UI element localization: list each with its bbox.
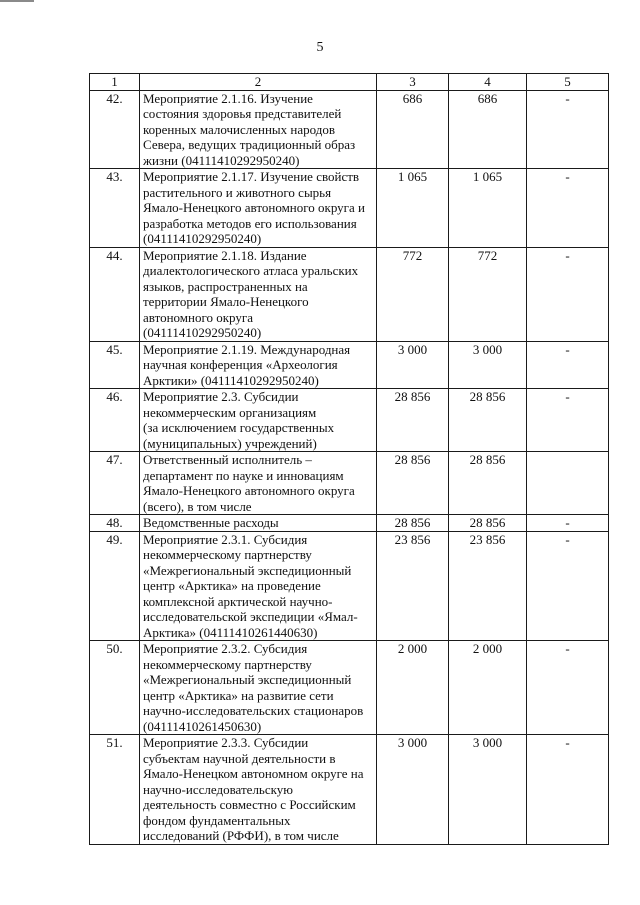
value-col-5: - (527, 389, 609, 452)
description-line: (04111410292950240) (143, 325, 262, 340)
row-number: 44. (90, 247, 140, 341)
value-col-4: 3 000 (449, 735, 527, 845)
value-col-5: - (527, 641, 609, 735)
description-line: Арктики» (04111410292950240) (143, 372, 319, 388)
description-line: Ответственный исполнитель – (143, 452, 312, 467)
table-row (90, 531, 609, 641)
value-col-3: 28 856 (377, 452, 449, 515)
table-row (90, 452, 609, 515)
header-cell-3: 3 (377, 74, 449, 91)
description-line: (04111410292950240) (143, 231, 262, 246)
description-line: Мероприятие 2.3.1. Субсидия (143, 531, 308, 547)
row-number: 45. (90, 341, 140, 389)
value-col-3: 3 000 (377, 735, 449, 845)
row-number: 50. (90, 641, 140, 735)
header-cell-1: 1 (90, 74, 140, 91)
table-row (90, 90, 609, 169)
value-col-5: - (527, 247, 609, 341)
header-cell-4: 4 (449, 74, 527, 91)
table-body (90, 90, 609, 844)
description-line: исследовательской экспедиции «Ямал- (143, 609, 358, 624)
row-description (140, 515, 377, 532)
description-line: (муниципальных) учреждений) (143, 435, 317, 451)
row-number: 47. (90, 452, 140, 515)
value-col-3: 2 000 (377, 641, 449, 735)
description-line: департамент по науке и инновациям (143, 467, 344, 483)
value-col-4: 28 856 (449, 452, 527, 515)
value-col-5: - (527, 90, 609, 169)
value-col-3: 772 (377, 247, 449, 341)
row-description (140, 641, 377, 735)
description-line: Арктика» (04111410261440630) (143, 624, 318, 640)
description-line: диалектологического атласа уральских (143, 263, 359, 278)
value-col-5: - (527, 169, 609, 248)
value-col-5 (527, 452, 609, 515)
description-line: Мероприятие 2.1.19. Международная (143, 341, 351, 357)
value-col-3: 28 856 (377, 389, 449, 452)
description-line: научно-исследовательских стационаров (143, 703, 364, 718)
description-line: некоммерческим организациям (143, 404, 317, 420)
description-line: разработка методов его использования (143, 215, 357, 231)
row-number: 49. (90, 531, 140, 641)
description-line: «Межрегиональный экспедиционный (143, 562, 352, 578)
description-line: (за исключением государственных (143, 420, 335, 435)
header-cell-2: 2 (140, 74, 377, 91)
description-line: некоммерческому партнерству (143, 656, 312, 672)
description-line: некоммерческому партнерству (143, 547, 312, 562)
value-col-3: 23 856 (377, 531, 449, 641)
value-col-3: 3 000 (377, 341, 449, 389)
description-line: Мероприятие 2.1.17. Изучение свойств (143, 169, 360, 184)
description-line: Ведомственные расходы (143, 515, 279, 530)
description-line: Мероприятие 2.1.18. Издание (143, 247, 307, 263)
scan-edge-mark (0, 0, 34, 2)
value-col-4: 3 000 (449, 341, 527, 389)
table-row (90, 735, 609, 845)
row-description (140, 341, 377, 389)
description-line: фондом фундаментальных (143, 812, 291, 828)
description-line: автономного округа (143, 309, 253, 325)
row-number: 51. (90, 735, 140, 845)
row-description (140, 735, 377, 845)
value-col-4: 1 065 (449, 169, 527, 248)
row-description (140, 247, 377, 341)
description-line: (04111410261450630) (143, 718, 262, 734)
description-line: Мероприятие 2.1.16. Изучение (143, 90, 313, 106)
description-line: жизни (04111410292950240) (143, 152, 300, 168)
description-line: (всего), в том числе (143, 498, 252, 514)
description-line: языков, распространенных на (143, 278, 308, 294)
description-line: деятельность совместно с Российским (143, 797, 356, 812)
table-row (90, 341, 609, 389)
table-row (90, 515, 609, 532)
row-number: 46. (90, 389, 140, 452)
description-line: Ямало-Ненецком автономном округе на (143, 766, 364, 781)
value-col-5: - (527, 515, 609, 532)
row-number: 42. (90, 90, 140, 169)
description-line: субъектам научной деятельности в (143, 750, 336, 766)
table-row (90, 169, 609, 248)
description-line: научно-исследовательскую (143, 781, 293, 797)
description-line: Мероприятие 2.3.3. Субсидии (143, 735, 309, 750)
description-line: Севера, ведущих традиционный образ (143, 137, 356, 152)
description-line: состояния здоровья представителей (143, 106, 342, 121)
value-col-4: 28 856 (449, 515, 527, 532)
header-cell-5: 5 (527, 74, 609, 91)
description-line: комплексной арктической научно- (143, 593, 333, 609)
description-line: растительного и животного сырья (143, 184, 332, 200)
value-col-4: 772 (449, 247, 527, 341)
header-row (90, 74, 609, 91)
description-line: Мероприятие 2.3.2. Субсидия (143, 641, 308, 656)
row-description (140, 90, 377, 169)
description-line: исследований (РФФИ), в том числе (143, 828, 339, 843)
table-row (90, 247, 609, 341)
value-col-3: 686 (377, 90, 449, 169)
row-description (140, 452, 377, 515)
table-row (90, 641, 609, 735)
description-line: «Межрегиональный экспедиционный (143, 672, 352, 687)
value-col-4: 2 000 (449, 641, 527, 735)
value-col-3: 28 856 (377, 515, 449, 532)
value-col-4: 23 856 (449, 531, 527, 641)
description-line: центр «Арктика» на развитие сети (143, 687, 334, 703)
description-line: территории Ямало-Ненецкого (143, 294, 309, 309)
description-line: Ямало-Ненецкого автономного округа (143, 483, 355, 498)
value-col-4: 686 (449, 90, 527, 169)
description-line: научная конференция «Археология (143, 357, 338, 372)
description-line: коренных малочисленных народов (143, 121, 336, 137)
row-number: 48. (90, 515, 140, 532)
description-line: Ямало-Ненецкого автономного округа и (143, 200, 365, 215)
description-line: Мероприятие 2.3. Субсидии (143, 389, 299, 404)
value-col-5: - (527, 531, 609, 641)
table-row (90, 389, 609, 452)
value-col-3: 1 065 (377, 169, 449, 248)
value-col-4: 28 856 (449, 389, 527, 452)
row-description (140, 169, 377, 248)
value-col-5: - (527, 341, 609, 389)
row-description (140, 389, 377, 452)
page-number: 5 (316, 40, 324, 55)
budget-table (89, 73, 609, 845)
value-col-5: - (527, 735, 609, 845)
row-number: 43. (90, 169, 140, 248)
description-line: центр «Арктика» на проведение (143, 578, 321, 593)
row-description (140, 531, 377, 641)
